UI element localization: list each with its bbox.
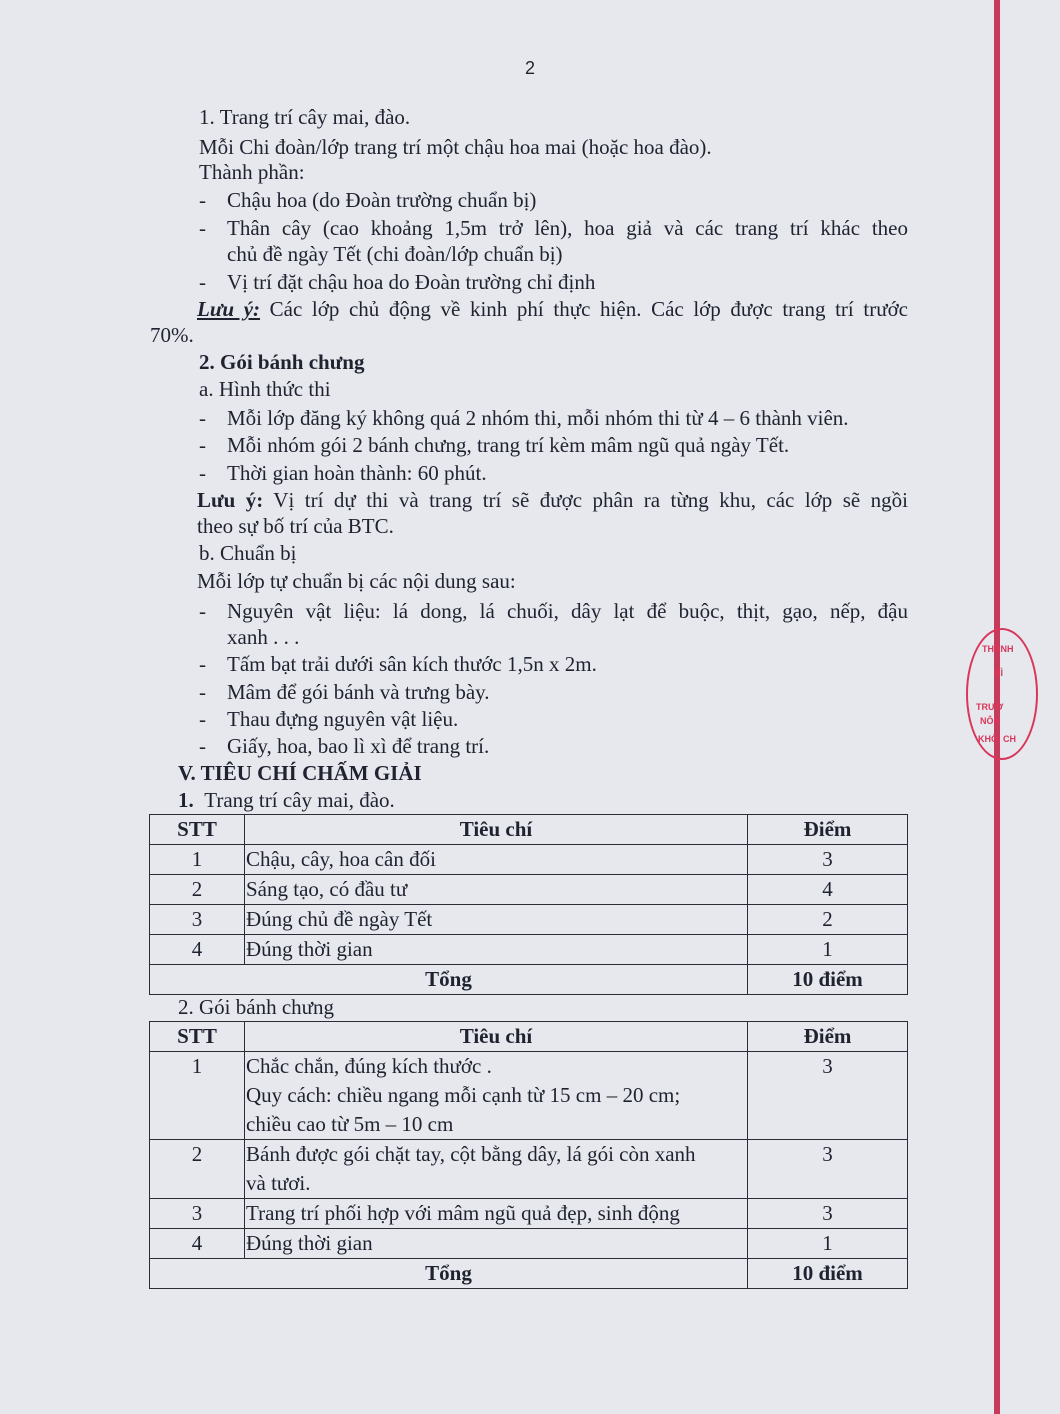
section-v-title: V. TIÊU CHÍ CHẤM GIẢI bbox=[178, 761, 422, 785]
section1-intro: Mỗi Chi đoàn/lớp trang trí một chậu hoa mai (hoặc hoa đào). bbox=[199, 135, 712, 159]
section2-heading: 2. Gói bánh chưng bbox=[199, 350, 365, 374]
red-seal-stamp: THÀNH BÌ TRƯỜ NÔN KHỐI CH bbox=[966, 628, 1038, 760]
criteria-line: chiều cao từ 5m – 10 cm bbox=[246, 1112, 454, 1136]
cell-criteria bbox=[245, 1140, 748, 1199]
header-criteria: Tiêu chí bbox=[245, 815, 748, 845]
note-text: Vị trí dự thi và trang trí sẽ được phân ra từng khu, các lớp sẽ ngồi bbox=[263, 488, 908, 512]
section1-heading: 1. Trang trí cây mai, đào. bbox=[199, 105, 411, 129]
header-score: Điểm bbox=[748, 815, 908, 845]
bullet-dash: - bbox=[199, 680, 206, 704]
table-row bbox=[150, 1052, 908, 1140]
table-total-row bbox=[150, 965, 908, 995]
note-label: Lưu ý: bbox=[197, 488, 264, 512]
cell-criteria: Sáng tạo, có đầu tư bbox=[245, 875, 748, 905]
table-row bbox=[150, 935, 908, 965]
cell-score: 3 bbox=[748, 1140, 908, 1199]
bullet-dash: - bbox=[199, 216, 206, 240]
table2-heading: 2. Gói bánh chưng bbox=[178, 995, 335, 1019]
list-item: Thau đựng nguyên vật liệu. bbox=[227, 707, 459, 731]
bullet-dash: - bbox=[199, 188, 206, 212]
table-row bbox=[150, 875, 908, 905]
total-value: 10 điểm bbox=[748, 1259, 908, 1289]
cell-score: 3 bbox=[748, 1199, 908, 1229]
bullet-dash: - bbox=[199, 652, 206, 676]
list-item: Chậu hoa (do Đoàn trường chuẩn bị) bbox=[227, 188, 537, 212]
cell-criteria bbox=[245, 1229, 748, 1259]
cell-stt: 3 bbox=[150, 1199, 245, 1229]
cell-stt: 3 bbox=[150, 905, 245, 935]
total-value: 10 điểm bbox=[748, 965, 908, 995]
cell-stt: 1 bbox=[150, 845, 245, 875]
section2-note bbox=[197, 487, 908, 513]
cell-score: 4 bbox=[748, 875, 908, 905]
list-item: Giấy, hoa, bao lì xì để trang trí. bbox=[227, 734, 490, 758]
cell-stt: 2 bbox=[150, 875, 245, 905]
cell-stt: 2 bbox=[150, 1140, 245, 1199]
bullet-dash: - bbox=[199, 406, 206, 430]
header-score: Điểm bbox=[748, 1022, 908, 1052]
criteria-line: và tươi. bbox=[246, 1171, 311, 1195]
list-item: Thời gian hoàn thành: 60 phút. bbox=[227, 461, 487, 485]
cell-score: 1 bbox=[748, 1229, 908, 1259]
section2-sub-a: a. Hình thức thi bbox=[199, 377, 331, 401]
section2-sub-b: b. Chuẩn bị bbox=[199, 541, 297, 565]
list-item: Nguyên vật liệu: lá dong, lá chuối, dây lạt để buộc, thịt, gạo, nếp, đậu bbox=[227, 599, 908, 623]
section1-note-cont: 70%. bbox=[150, 323, 194, 347]
criteria-line: Quy cách: chiều ngang mỗi cạnh từ 15 cm – 20 cm; bbox=[246, 1083, 681, 1107]
bullet-dash: - bbox=[199, 433, 206, 457]
table-row bbox=[150, 1140, 908, 1199]
header-stt: STT bbox=[150, 815, 245, 845]
cell-score: 3 bbox=[748, 845, 908, 875]
section1-note bbox=[197, 296, 908, 322]
cell-score: 2 bbox=[748, 905, 908, 935]
list-item: Mỗi lớp đăng ký không quá 2 nhóm thi, mỗi nhóm thi từ 4 – 6 thành viên. bbox=[227, 406, 849, 430]
table-header-row bbox=[150, 1022, 908, 1052]
cell-criteria bbox=[245, 1052, 748, 1140]
table-row bbox=[150, 1199, 908, 1229]
table-header-row bbox=[150, 815, 908, 845]
total-label: Tổng bbox=[150, 1259, 748, 1289]
criteria-line: Chắc chắn, đúng kích thước . bbox=[246, 1054, 492, 1078]
criteria-table-2 bbox=[149, 1021, 908, 1289]
cell-criteria: Đúng chủ đề ngày Tết bbox=[245, 905, 748, 935]
table-total-row bbox=[150, 1259, 908, 1289]
section1-components-label: Thành phần: bbox=[199, 160, 305, 184]
total-label: Tổng bbox=[150, 965, 748, 995]
section2-note-cont: theo sự bố trí của BTC. bbox=[197, 514, 394, 538]
list-item: Vị trí đặt chậu hoa do Đoàn trường chỉ định bbox=[227, 270, 596, 294]
table1-heading: 1. Trang trí cây mai, đào. bbox=[178, 788, 395, 812]
header-stt: STT bbox=[150, 1022, 245, 1052]
list-item: Mỗi nhóm gói 2 bánh chưng, trang trí kèm mâm ngũ quả ngày Tết. bbox=[227, 433, 790, 457]
table-row bbox=[150, 1229, 908, 1259]
bullet-dash: - bbox=[199, 270, 206, 294]
cell-stt: 4 bbox=[150, 935, 245, 965]
page-number: 2 bbox=[524, 58, 535, 78]
list-item: Mâm để gói bánh và trưng bày. bbox=[227, 680, 490, 704]
criteria-table-1 bbox=[149, 814, 908, 995]
criteria-line: Bánh được gói chặt tay, cột bằng dây, lá gói còn xanh bbox=[246, 1142, 696, 1166]
criteria-line: Đúng thời gian bbox=[246, 1231, 373, 1255]
list-item: Tấm bạt trải dưới sân kích thước 1,5n x 2m. bbox=[227, 652, 597, 676]
header-criteria: Tiêu chí bbox=[245, 1022, 748, 1052]
note-text: Các lớp chủ động về kinh phí thực hiện. Các lớp được trang trí trước bbox=[260, 297, 909, 321]
cell-criteria: Đúng thời gian bbox=[245, 935, 748, 965]
bullet-dash: - bbox=[199, 707, 206, 731]
list-item-cont: chủ đề ngày Tết (chi đoàn/lớp chuẩn bị) bbox=[227, 242, 563, 266]
list-item-cont: xanh . . . bbox=[227, 625, 300, 649]
list-item: Thân cây (cao khoảng 1,5m trở lên), hoa giả và các trang trí khác theo bbox=[227, 216, 908, 240]
bullet-dash: - bbox=[199, 599, 206, 623]
cell-stt: 4 bbox=[150, 1229, 245, 1259]
bullet-dash: - bbox=[199, 461, 206, 485]
note-label: Lưu ý: bbox=[197, 297, 261, 321]
criteria-line: Trang trí phối hợp với mâm ngũ quả đẹp, sinh động bbox=[246, 1201, 680, 1225]
cell-criteria bbox=[245, 1199, 748, 1229]
table-row bbox=[150, 845, 908, 875]
cell-score: 1 bbox=[748, 935, 908, 965]
table-row bbox=[150, 905, 908, 935]
cell-stt: 1 bbox=[150, 1052, 245, 1140]
section2-b-intro: Mỗi lớp tự chuẩn bị các nội dung sau: bbox=[197, 569, 516, 593]
bullet-dash: - bbox=[199, 734, 206, 758]
cell-score: 3 bbox=[748, 1052, 908, 1140]
cell-criteria: Chậu, cây, hoa cân đối bbox=[245, 845, 748, 875]
